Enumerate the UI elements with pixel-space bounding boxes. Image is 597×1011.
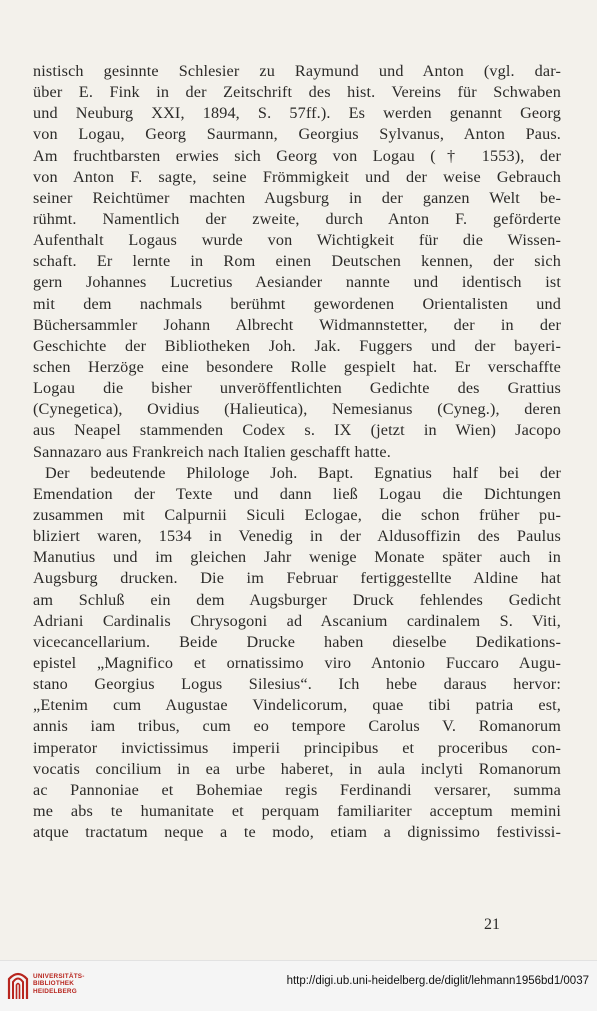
text-line: von Logau, Georg Saurmann, Georgius Sylvanus, Anton Paus. — [33, 125, 561, 144]
text-line: von Anton F. sagte, seine Frömmigkeit und der weise Gebrauch — [33, 167, 561, 186]
body-text — [33, 61, 561, 843]
text-line: aus Neapel stammenden Codex s. IX (jetzt in Wien) Jacopo — [33, 421, 561, 440]
text-line: Adriani Cardinalis Chrysogoni ad Ascanium cardinalem S. Viti, — [33, 611, 561, 630]
text-line: atque tractatum neque a te modo, etiam a dignissimo festivissi- — [33, 823, 561, 842]
text-line: schen Herzöge eine besondere Rolle gespielt hat. Er verschaffte — [33, 357, 561, 376]
text-line: me abs te humanitate et perquam familiariter acceptum memini — [33, 801, 561, 820]
text-line: gern Johannes Lucretius Aesiander nannte und identisch ist — [33, 273, 561, 292]
text-line: und Neuburg XXI, 1894, S. 57ff.). Es werden genannt Georg — [33, 104, 561, 123]
text-line: Sannazaro aus Frankreich nach Italien geschafft hatte. — [33, 442, 391, 461]
text-line: Büchersammler Johann Albrecht Widmannstetter, der in der — [33, 315, 561, 334]
text-line: Der bedeutende Philologe Joh. Bapt. Egnatius half bei der — [45, 463, 561, 482]
text-line: mit dem nachmals berühmt gewordenen Orientalisten und — [33, 294, 561, 313]
text-line: Augsburg drucken. Die im Februar fertiggestellte Aldine hat — [33, 569, 561, 588]
text-line: zusammen mit Calpurnii Siculi Eclogae, die schon früher pu- — [33, 505, 561, 524]
text-line: Logau die bisher unveröffentlichten Gedichte des Grattius — [33, 379, 561, 398]
logo-line: BIBLIOTHEK — [33, 980, 75, 988]
text-line: über E. Fink in der Zeitschrift des hist. Vereins für Schwaben — [33, 83, 561, 102]
source-url-link[interactable]: http://digi.ub.uni-heidelberg.de/diglit/lehmann1956bd1/0037 — [286, 975, 589, 987]
text-line: „Etenim cum Augustae Vindelicorum, quae tibi patria est, — [33, 696, 561, 715]
text-line: Geschichte der Bibliotheken Joh. Jak. Fuggers und der bayeri- — [33, 336, 561, 355]
text-line: Emendation der Texte und dann ließ Logau die Dichtungen — [33, 484, 561, 503]
paragraph-2 — [33, 463, 561, 844]
text-line: vocatis concilium in ea urbe haberet, in aula inclyti Romanorum — [33, 759, 561, 778]
text-line: epistel „Magnifico et ornatissimo viro Antonio Fuccaro Augu- — [33, 653, 561, 672]
text-line: Manutius und im gleichen Jahr wenige Monate später auch in — [33, 548, 561, 567]
library-logo-icon — [6, 969, 30, 1001]
text-line: imperator invictissimus imperii principibus et proceribus con- — [33, 738, 561, 757]
text-line: annis iam tribus, cum eo tempore Carolus V. Romanorum — [33, 717, 561, 736]
paragraph-1 — [33, 61, 561, 463]
text-line: rühmt. Namentlich der zweite, durch Anton F. geförderte — [33, 209, 561, 228]
logo-line: HEIDELBERG — [33, 987, 77, 995]
logo-line: UNIVERSITÄTS- — [33, 973, 85, 980]
text-line: stano Georgius Logus Silesius“. Ich hebe daraus hervor: — [33, 675, 561, 694]
text-line: ac Pannoniae et Bohemiae regis Ferdinandi versarer, summa — [33, 780, 561, 799]
text-line: nistisch gesinnte Schlesier zu Raymund und Anton (vgl. dar- — [33, 62, 561, 80]
text-line: (Cynegetica), Ovidius (Halieutica), Nemesianus (Cyneg.), deren — [33, 400, 561, 419]
library-logo-text — [33, 973, 85, 995]
text-line: seiner Reichtümer machten Augsburg in der ganzen Welt be- — [33, 188, 561, 207]
page-number: 21 — [484, 916, 500, 933]
text-line: am Schluß ein dem Augsburger Druck fehlendes Gedicht — [33, 590, 561, 609]
text-line: vicecancellarium. Beide Drucke haben dieselbe Dedikations- — [33, 632, 561, 651]
text-line: schaft. Er lernte in Rom einen Deutschen kennen, der sich — [33, 252, 561, 271]
text-line: Am fruchtbarsten erwies sich Georg von Logau († 1553), der — [33, 146, 561, 165]
text-line: Aufenthalt Logaus wurde von Wichtigkeit für die Wissen- — [33, 231, 561, 250]
text-line: bliziert waren, 1534 in Venedig in der Aldusoffizin des Paulus — [33, 527, 561, 546]
